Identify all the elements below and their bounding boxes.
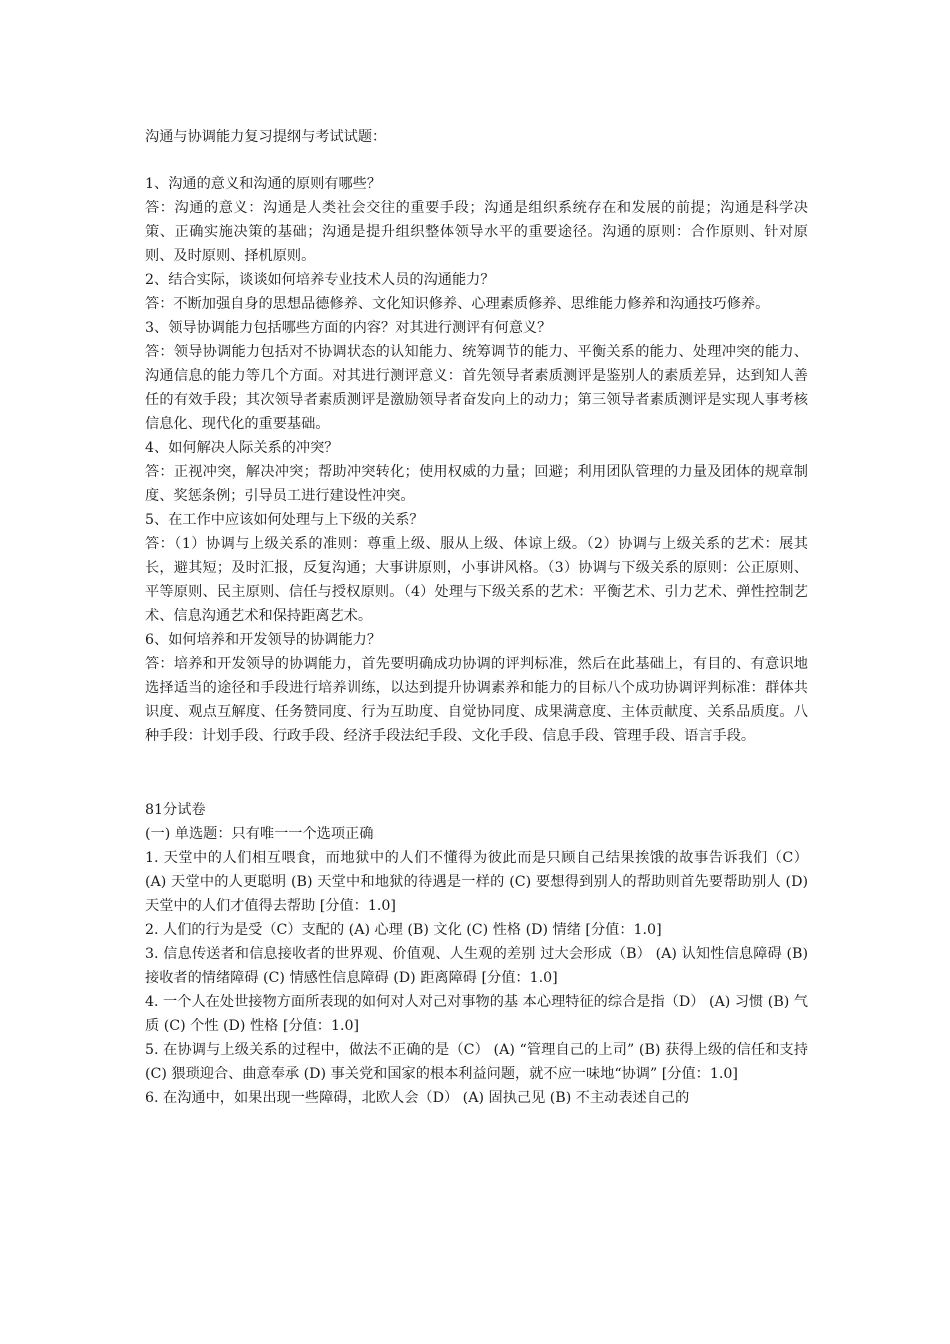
question-4: 4、如何解决人际关系的冲突？: [145, 440, 339, 456]
exam-item-3: 3. 信息传送者和信息接收者的世界观、价值观、人生观的差别 过大会形成（B） (A) 认知性信息障碍 (B) 接收者的情绪障碍 (C) 情感性信息障碍 (D) 距离障碍 [分值：1.0]: [145, 946, 808, 986]
exam-item-5: 5. 在协调与上级关系的过程中，做法不正确的是（C） (A) “管理自己的上司” (B) 获得上级的信任和支持 (C) 猥琐迎合、曲意奉承 (D) 事关党和国家的根本利益问题，就不应一味地“协调” [分值：1.0]: [145, 1042, 808, 1082]
answer-5: 答：（1）协调与上级关系的准则：尊重上级、服从上级、体谅上级。（2）协调与上级关系的艺术：展其长，避其短；及时汇报，反复沟通；大事讲原则，小事讲风格。（3）协调与下级关系的原则：公正原则、平等原则、民主原则、信任与授权原则。（4）处理与下级关系的艺术：平衡艺术、引力艺术、弹性控制艺术、信息沟通艺术和保持距离艺术。: [145, 536, 808, 624]
exam-item-4: 4. 一个人在处世接物方面所表现的如何对人对己对事物的基 本心理特征的综合是指（D） (A) 习惯 (B) 气质 (C) 个性 (D) 性格 [分值：1.0]: [145, 994, 808, 1034]
answer-3: 答：领导协调能力包括对不协调状态的认知能力、统筹调节的能力、平衡关系的能力、处理冲突的能力、沟通信息的能力等几个方面。对其进行测评意义：首先领导者素质测评是鉴别人的素质差异，达到知人善任的有效手段；其次领导者素质测评是激励领导者奋发向上的动力；第三领导者素质测评是实现人事考核信息化、现代化的重要基础。: [145, 344, 808, 432]
question-6: 6、如何培养和开发领导的协调能力？: [145, 632, 382, 648]
answer-1: 答：沟通的意义：沟通是人类社会交往的重要手段；沟通是组织系统存在和发展的前提；沟通是科学决策、正确实施决策的基础；沟通是提升组织整体领导水平的重要途径。沟通的原则：合作原则、针对原则、及时原则、择机原则。: [145, 200, 808, 264]
answer-4: 答：正视冲突，解决冲突；帮助冲突转化；使用权威的力量；回避；利用团队管理的力量及团体的规章制度、奖惩条例；引导员工进行建设性冲突。: [145, 464, 808, 504]
question-3: 3、领导协调能力包括哪些方面的内容？对其进行测评有何意义？: [145, 320, 552, 336]
exam-title: 81分试卷: [145, 802, 206, 818]
qa-section: [145, 172, 808, 748]
document-title: 沟通与协调能力复习提纲与考试试题：: [145, 129, 387, 145]
answer-6: 答：培养和开发领导的协调能力，首先要明确成功协调的评判标准，然后在此基础上，有目的、有意识地选择适当的途径和手段进行培养训练，以达到提升协调素养和能力的目标八个成功协调评判标准：群体共识度、观点互解度、任务赞同度、行为互助度、自觉协同度、成果满意度、主体贡献度、关系品质度。八种手段：计划手段、行政手段、经济手段法纪手段、文化手段、信息手段、管理手段、语言手段。: [145, 656, 808, 744]
exam-item-1: 1. 天堂中的人们相互喂食，而地狱中的人们不懂得为彼此而是只顾自己结果挨饿的故事告诉我们（C） (A) 天堂中的人更聪明 (B) 天堂中和地狱的待遇是一样的 (C) 要想得到别人的帮助则首先要帮助别人 (D) 天堂中的人们才值得去帮助 [分值：1.0]: [145, 850, 808, 914]
answer-2: 答：不断加强自身的思想品德修养、文化知识修养、心理素质修养、思维能力修养和沟通技巧修养。: [145, 296, 770, 312]
exam-item-6: 6. 在沟通中，如果出现一些障碍，北欧人会（D） (A) 固执己见 (B) 不主动表述自己的: [145, 1090, 690, 1106]
exam-section-heading: (一) 单选题：只有唯一一个选项正确: [145, 826, 374, 842]
exam-section: [145, 798, 808, 1110]
section-spacer: [145, 748, 808, 798]
question-5: 5、在工作中应该如何处理与上下级的关系？: [145, 512, 424, 528]
document-page: [145, 125, 808, 1110]
exam-item-2: 2. 人们的行为是受（C）支配的 (A) 心理 (B) 文化 (C) 性格 (D) 情绪 [分值：1.0]: [145, 922, 662, 938]
question-2: 2、结合实际，谈谈如何培养专业技术人员的沟通能力？: [145, 272, 495, 288]
question-1: 1、沟通的意义和沟通的原则有哪些？: [145, 176, 382, 192]
